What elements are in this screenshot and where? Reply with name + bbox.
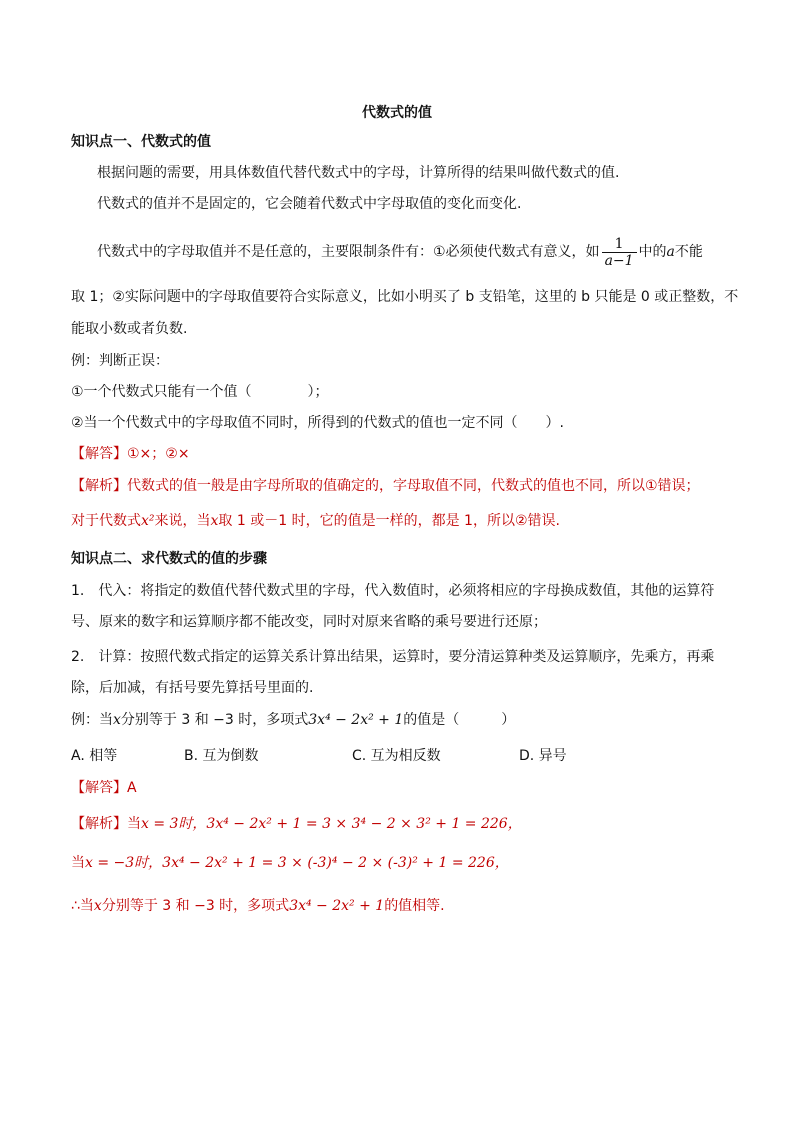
p3-text-after: 不能 [674, 244, 703, 260]
option-b: B. 互为倒数 [184, 748, 259, 764]
ex-before: 例：当 [71, 712, 113, 728]
fraction-1-over-a-minus-1 [602, 236, 637, 269]
answer-2: 【解答】A [71, 780, 137, 796]
a3-x: x [93, 898, 102, 914]
analysis-1: 【解析】代数式的值一般是由字母所取的值确定的，字母取值不同，代数式的值也不同，所以①错误； [71, 478, 700, 494]
step-1-line-a: 1. 代入：将指定的数值代替代数式里的字母，代入数值时，必须将相应的字母换成数值，其他的运算符 [71, 583, 715, 599]
section1-paragraph-4: 取 1；②实际问题中的字母取值要符合实际意义，比如小明买了 b 支铅笔，这里的 b 只能是 0 或正整数，不 [71, 289, 739, 305]
step-2-line-a: 2. 计算：按照代数式指定的运算关系计算出结果，运算时，要分清运算种类及运算顺序，先乘方，再乘 [71, 649, 715, 665]
options-row [71, 745, 734, 767]
answer-1: 【解答】①×；②× [71, 446, 190, 462]
analysis-2-conclusion [71, 895, 734, 917]
section1-paragraph-1: 根据问题的需要，用具体数值代替代数式中的字母，计算所得的结果叫做代数式的值. [97, 165, 620, 181]
section1-paragraph-2: 代数式的值并不是固定的，它会随着代数式中字母取值的变化而变化. [97, 196, 522, 212]
question-1: ①一个代数式只能有一个值（ ）； [71, 384, 329, 400]
analysis2-x: x [210, 513, 219, 529]
ex-after: 的值是（ ） [403, 712, 516, 728]
ex-mid: 分别等于 3 和 −3 时，多项式 [120, 712, 309, 728]
fraction-denominator: a−1 [602, 252, 637, 269]
p3-text-before: 代数式中的字母取值并不是任意的，主要限制条件有：①必须使代数式有意义，如 [97, 244, 600, 260]
section1-paragraph-3 [97, 234, 734, 270]
example-label: 例：判断正误： [71, 353, 169, 369]
step-2-line-b: 除，后加减，有括号要先算括号里面的. [71, 680, 314, 696]
a3-expr: 3x⁴ − 2x² + 1 [289, 898, 385, 914]
option-c: C. 互为相反数 [352, 748, 441, 764]
fraction-numerator: 1 [614, 235, 624, 252]
example-2 [71, 709, 734, 731]
step-1-line-b: 号、原来的数字和运算顺序都不能改变，同时对原来省略的乘号要进行还原； [71, 614, 547, 630]
analysis-2-line-2 [71, 852, 734, 874]
p3-variable-a: a [666, 244, 675, 260]
a3-after: 的值相等. [384, 898, 445, 914]
section1-heading: 知识点一、代数式的值 [71, 134, 211, 150]
section1-paragraph-5: 能取小数或者负数. [71, 321, 188, 337]
question-2: ②当一个代数式中的字母取值不同时，所得到的代数式的值也一定不同（ ）. [71, 415, 564, 431]
a3-before: ∴当 [71, 898, 94, 914]
a2-expr: x = −3时，3x⁴ − 2x² + 1 = 3 × (-3)⁴ − 2 × (-3)² + 1 = 226， [85, 855, 509, 871]
page-title: 代数式的值 [362, 105, 432, 121]
analysis-1-line-2 [71, 510, 734, 532]
analysis-2-line-1 [71, 813, 734, 835]
option-a: A. 相等 [71, 748, 118, 764]
analysis2-end: 取 1 或－1 时，它的值是一样的，都是 1，所以②错误. [218, 513, 560, 529]
a1-label: 【解析】当 [71, 816, 141, 832]
analysis2-before: 对于代数式 [71, 513, 141, 529]
a3-mid: 分别等于 3 和 −3 时，多项式 [101, 898, 290, 914]
analysis2-expr: x² [141, 513, 155, 529]
option-d: D. 异号 [519, 748, 567, 764]
p3-text-mid: 中的 [638, 244, 667, 260]
a2-before: 当 [71, 855, 85, 871]
section2-heading: 知识点二、求代数式的值的步骤 [71, 551, 267, 567]
analysis2-after: 来说，当 [154, 513, 211, 529]
ex-x: x [113, 712, 121, 728]
a1-expr: x = 3时，3x⁴ − 2x² + 1 = 3 × 3⁴ − 2 × 3² + 1 = 226， [141, 816, 522, 832]
ex-expr: 3x⁴ − 2x² + 1 [308, 712, 404, 728]
